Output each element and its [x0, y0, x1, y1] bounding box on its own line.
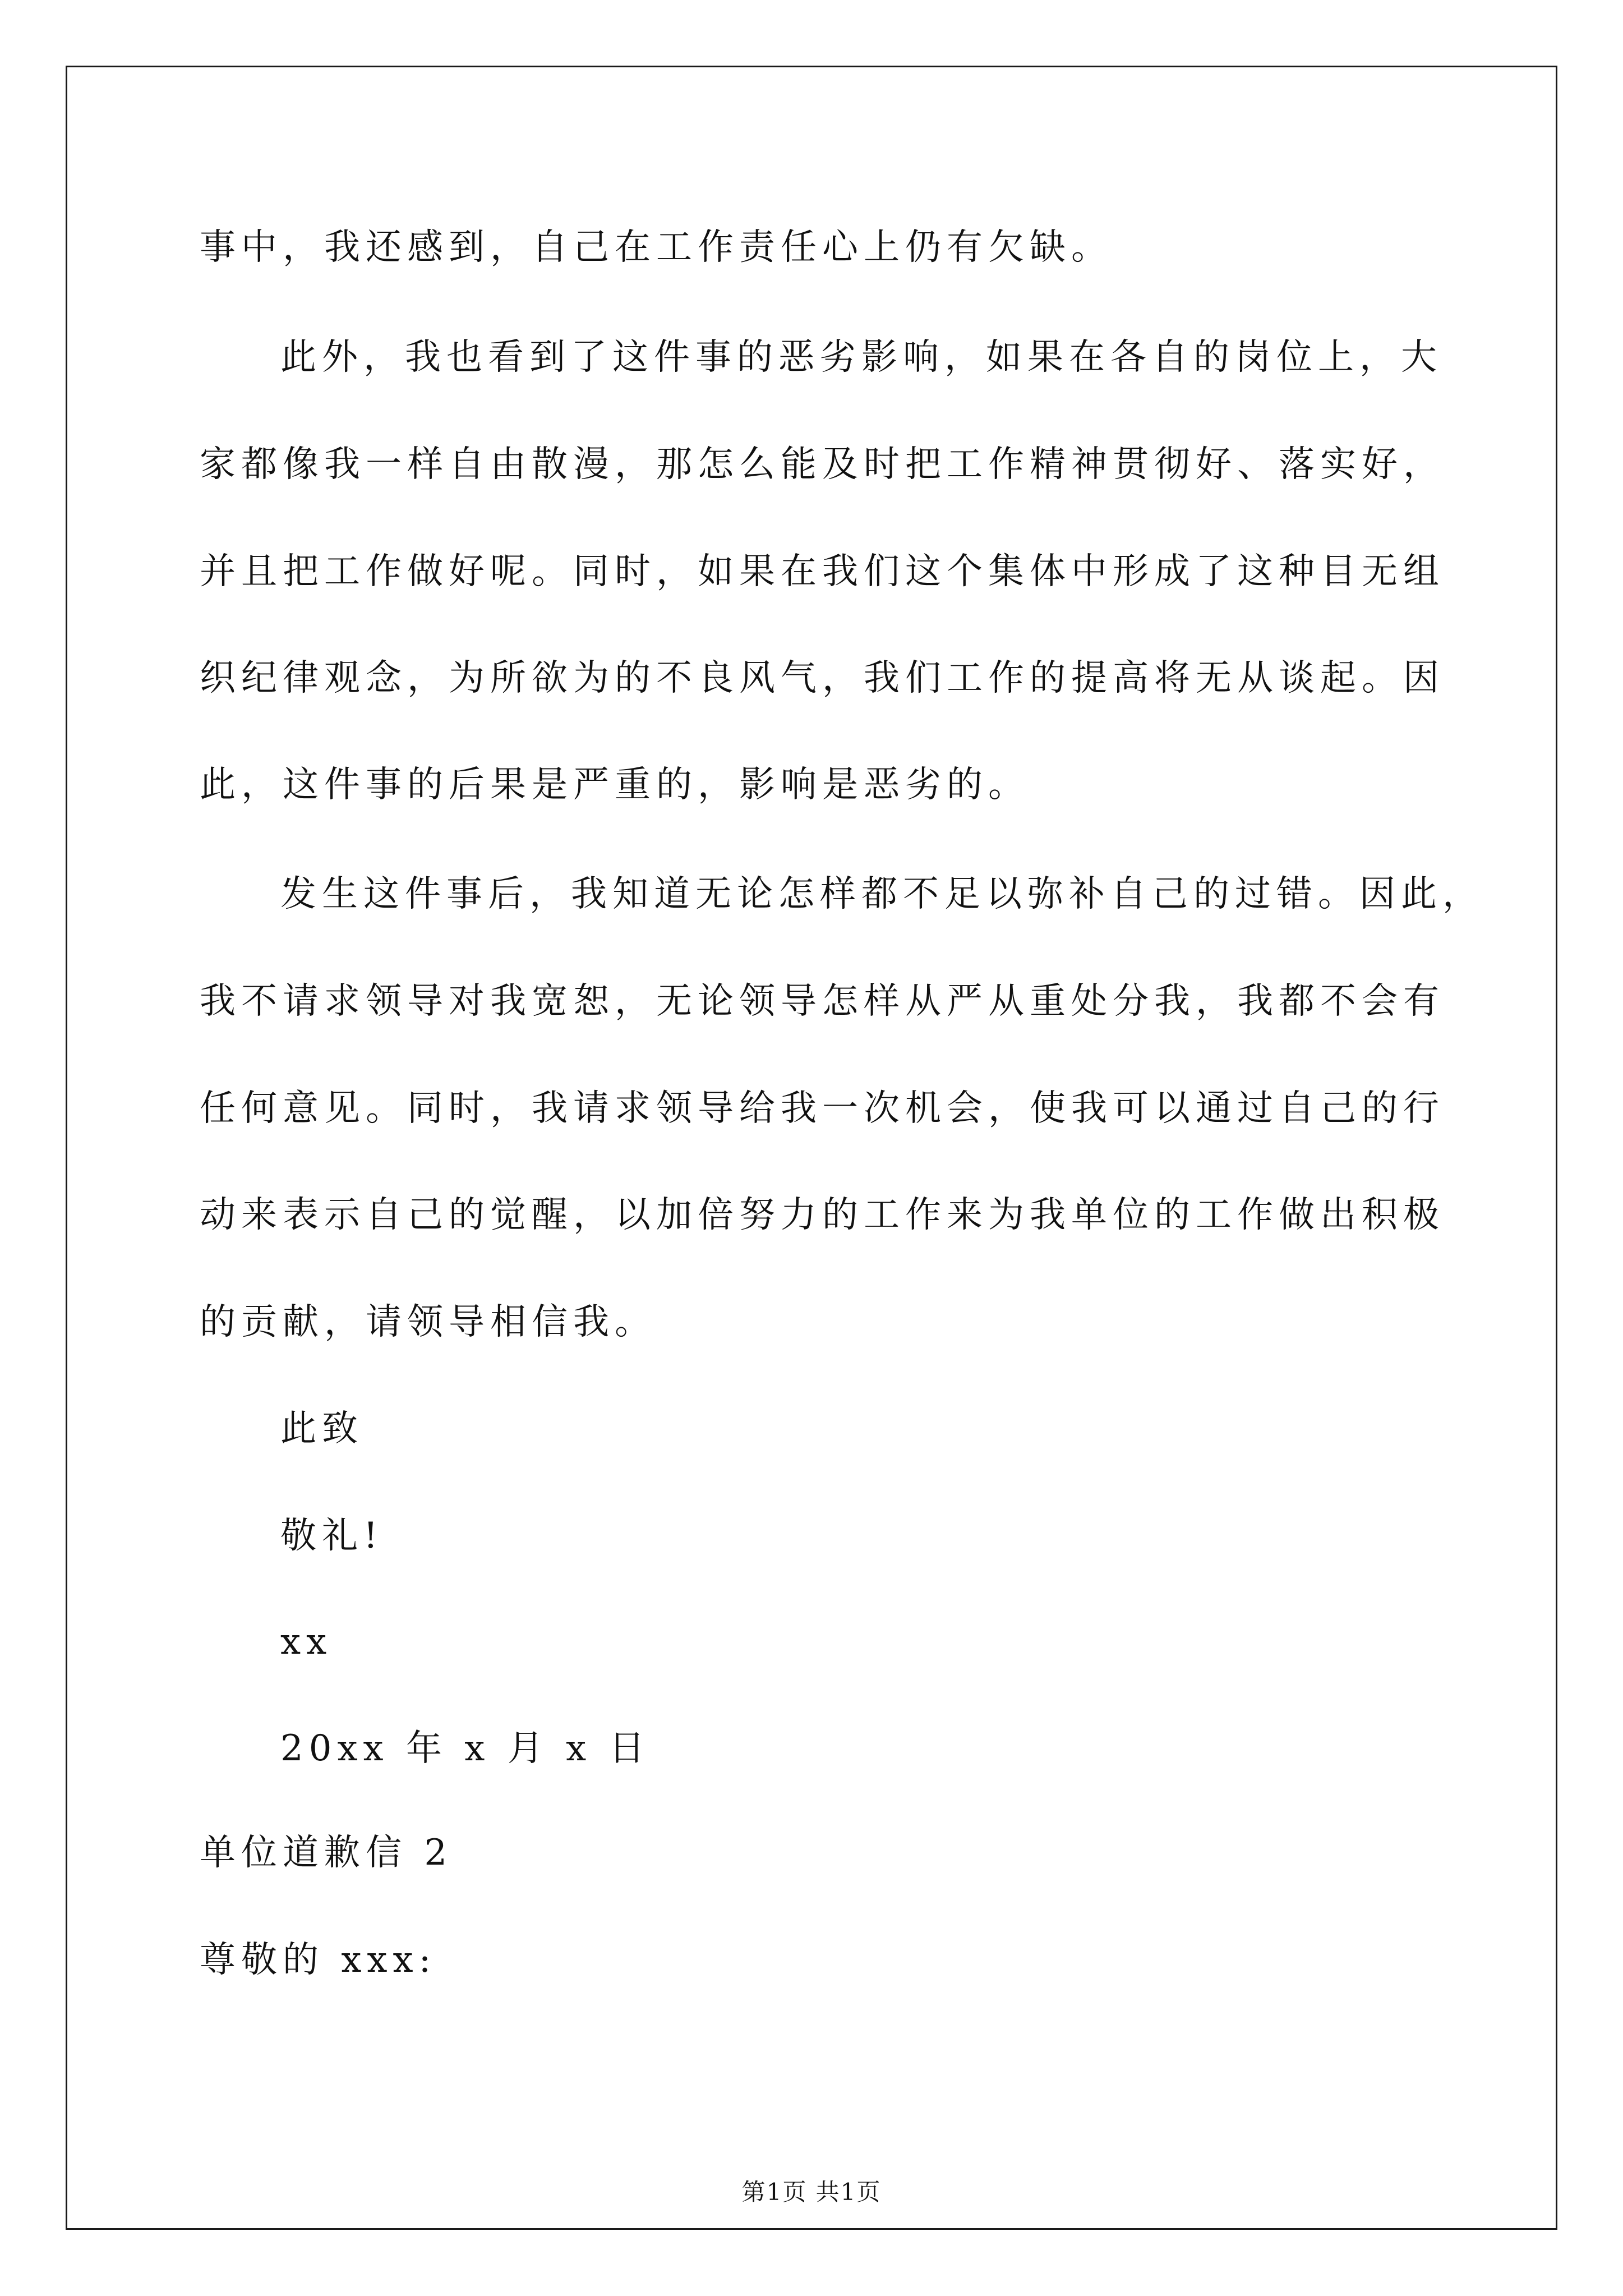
text-line-6: 此，这件事的后果是严重的，影响是恶劣的。: [200, 764, 1030, 806]
signature-name: xx: [280, 1621, 333, 1663]
text-line-3: 家都像我一样自由散漫，那怎么能及时把工作精神贯彻好、落实好，: [200, 444, 1445, 485]
text-line-5: 织纪律观念，为所欲为的不良风气，我们工作的提高将无从谈起。因: [200, 657, 1445, 699]
page-footer: 第1页 共1页: [741, 2178, 882, 2206]
signature-date: 20xx 年 x 月 x 日: [280, 1728, 651, 1769]
text-line-11: 的贡献，请领导相信我。: [200, 1301, 656, 1343]
letter-greeting: 尊敬的 xxx:: [200, 1939, 437, 1981]
section-heading: 单位道歉信 2: [200, 1832, 453, 1874]
text-line-1: 事中，我还感到，自己在工作责任心上仍有欠缺。: [200, 227, 1113, 268]
text-line-4: 并且把工作做好呢。同时，如果在我们这个集体中形成了这种目无组: [200, 551, 1445, 592]
text-line-7: 发生这件事后，我知道无论怎样都不足以弥补自己的过错。因此，: [280, 873, 1484, 915]
text-line-2: 此外，我也看到了这件事的恶劣影响，如果在各自的岗位上，大: [280, 337, 1442, 378]
text-line-10: 动来表示自己的觉醒，以加倍努力的工作来为我单位的工作做出积极: [200, 1194, 1445, 1236]
closing-salutation: 此致: [280, 1408, 363, 1450]
page-frame: [66, 66, 1557, 2230]
text-line-8: 我不请求领导对我宽恕，无论领导怎样从严从重处分我，我都不会有: [200, 981, 1445, 1022]
closing-regards: 敬礼!: [280, 1515, 384, 1557]
text-line-9: 任何意见。同时，我请求领导给我一次机会，使我可以通过自己的行: [200, 1088, 1445, 1129]
